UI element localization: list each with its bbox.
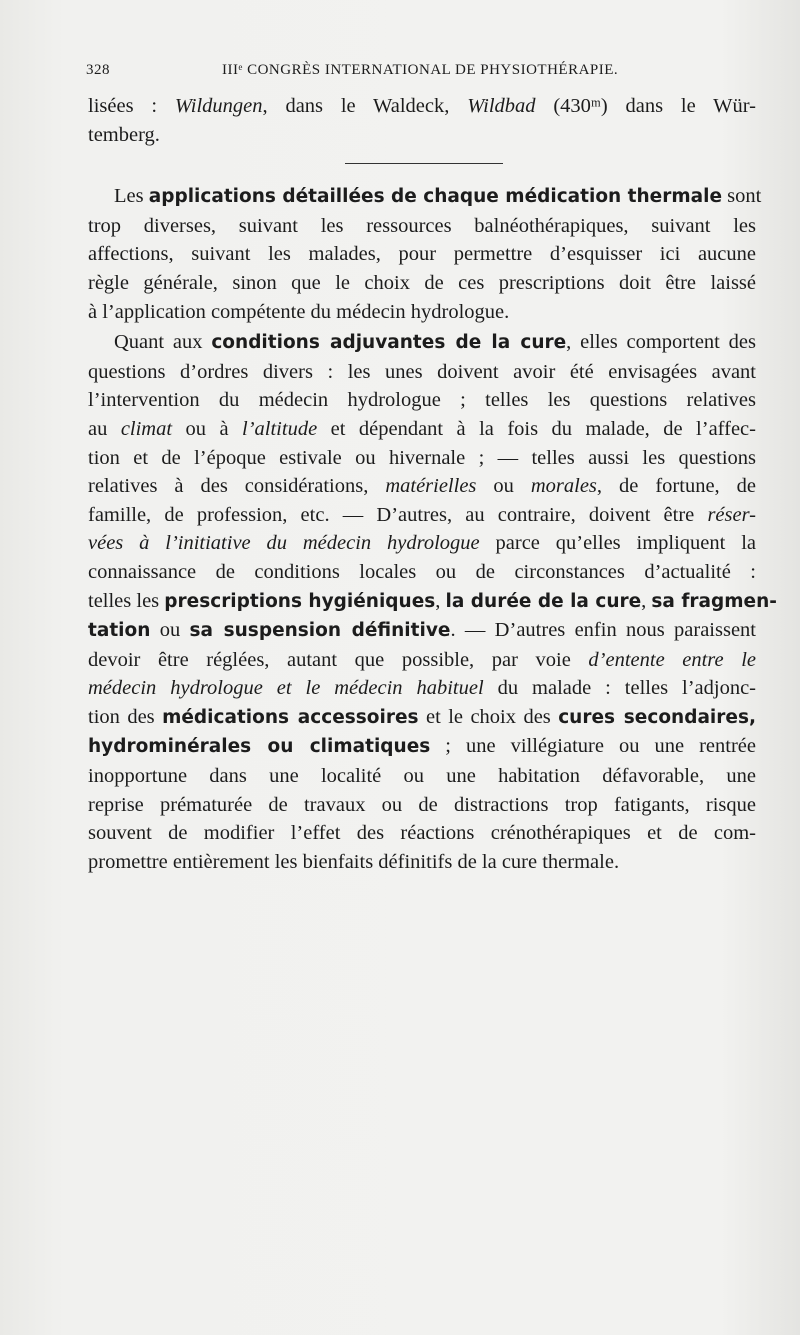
text-line: promettre entièrement les bienfaits définitifs de la cure thermale. [88, 850, 620, 873]
section-divider [345, 163, 503, 164]
text-line: inopportune dans une localité ou une habitation défavorable, une [88, 765, 756, 788]
text-line: trop diverses, suivant les ressources balnéothérapiques, suivant les [88, 214, 756, 237]
text-line: reprise prématurée de travaux ou de distractions trop fatigants, risque [88, 793, 756, 816]
show-through-texture [90, 880, 760, 1210]
text-line: famille, de profession, etc. — D’autres, au contraire, doivent être réser- [88, 503, 756, 526]
text-line: Les applications détaillées de chaque médication thermale sont [114, 185, 762, 208]
text-line: relatives à des considérations, matérielles ou morales, de fortune, de [88, 475, 756, 498]
text-line: questions d’ordres divers : les unes doivent avoir été envisagées avant [88, 360, 756, 383]
paragraph-spa-locations [88, 92, 756, 149]
text-line: à l’application compétente du médecin hydrologue. [88, 300, 510, 323]
text-line: tion et de l’époque estivale ou hivernale ; — telles aussi les questions [88, 446, 756, 469]
paragraph-applications [88, 182, 762, 326]
text-line: règle générale, sinon que le choix de ces prescriptions doit être laissé [88, 271, 756, 294]
text-line: tion des médications accessoires et le choix des cures secondaires, [88, 705, 756, 728]
text-line: souvent de modifier l’effet des réactions crénothérapiques et de com- [88, 822, 756, 845]
paragraph-conditions [88, 328, 777, 876]
text-line: médecin hydrologue et le médecin habituel du malade : telles l’adjonc- [88, 677, 756, 700]
page-number: 328 [86, 62, 110, 78]
text-line: Quant aux conditions adjuvantes de la cure, elles comportent des [114, 331, 757, 354]
page-header [86, 58, 766, 86]
text-line: devoir être réglées, autant que possible, par voie d’entente entre le [88, 648, 756, 671]
text-line: au climat ou à l’altitude et dépendant à la fois du malade, de l’affec- [88, 417, 756, 440]
body-text [88, 92, 777, 876]
text-line: vées à l’initiative du médecin hydrologue parce qu’elles impliquent la [88, 532, 757, 555]
running-title: IIIᵉ CONGRÈS INTERNATIONAL DE PHYSIOTHÉRAPIE. [222, 62, 619, 78]
text-line: telles les prescriptions hygiéniques, la durée de la cure, sa fragmen- [88, 589, 777, 612]
text-line: affections, suivant les malades, pour permettre d’esquisser ici aucune [88, 243, 756, 266]
text-line: l’intervention du médecin hydrologue ; telles les questions relatives [88, 389, 756, 412]
text-line: connaissance de conditions locales ou de circonstances d’actualité : [88, 560, 756, 583]
text-line: temberg. [88, 123, 160, 146]
text-line: tation ou sa suspension définitive. — D’autres enfin nous paraissent [88, 619, 756, 642]
text-line: lisées : Wildungen, dans le Waldeck, Wildbad (430ᵐ) dans le Wür- [88, 95, 756, 117]
text-line: hydrominérales ou climatiques ; une villégiature ou une rentrée [88, 735, 756, 758]
